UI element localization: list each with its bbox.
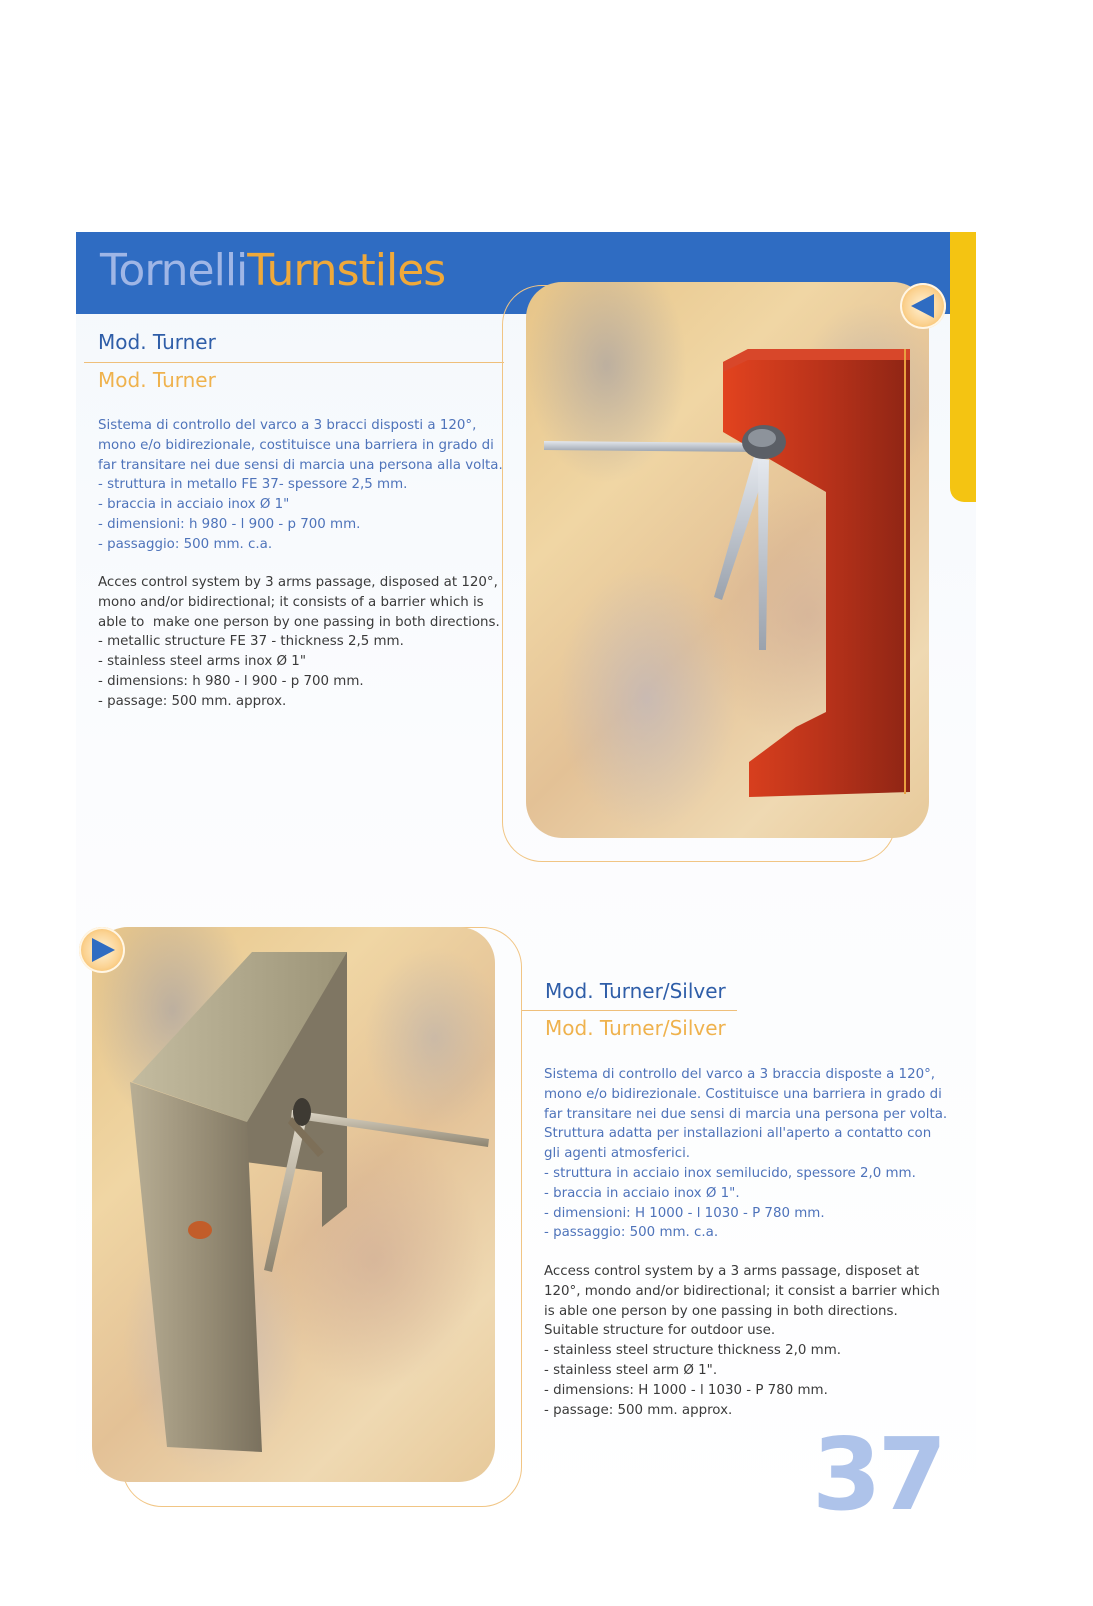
nav-next-button[interactable] xyxy=(79,927,125,973)
spec-line: - struttura in metallo FE 37- spessore 2,5 mm. xyxy=(98,477,408,493)
heading-divider xyxy=(84,362,504,363)
spec-line: - dimensions: h 980 - l 900 - p 700 mm. xyxy=(98,673,364,689)
description-english xyxy=(98,573,500,712)
product-heading-italian: Mod. Turner/Silver xyxy=(545,979,726,1003)
desc-line: able to make one person by one passing in both directions. xyxy=(98,614,500,630)
spec-line: - stainless steel arm Ø 1". xyxy=(544,1362,718,1378)
desc-line: far transitare nei due sensi di marcia una persona per volta. xyxy=(544,1106,948,1122)
heading-divider xyxy=(522,1010,737,1011)
spec-line: - passaggio: 500 mm. c.a. xyxy=(98,536,273,552)
desc-line: mono e/o bidirezionale. Costituisce una barriera in grado di xyxy=(544,1086,942,1102)
arrow-left-icon xyxy=(900,283,946,329)
spec-line: - struttura in acciaio inox semilucido, spessore 2,0 mm. xyxy=(544,1165,916,1181)
desc-line: mono and/or bidirectional; it consists of a barrier which is xyxy=(98,594,484,610)
product-photo-turner xyxy=(526,282,929,838)
product-heading-english: Mod. Turner/Silver xyxy=(545,1016,726,1040)
desc-line: Acces control system by 3 arms passage, disposed at 120°, xyxy=(98,575,498,590)
spec-line: - dimensioni: h 980 - l 900 - p 700 mm. xyxy=(98,516,361,532)
page-number: 37 xyxy=(812,1416,944,1533)
spec-line: - stainless steel structure thickness 2,0 mm. xyxy=(544,1343,842,1359)
spec-line: - passage: 500 mm. approx. xyxy=(544,1402,733,1418)
desc-line: mono e/o bidirezionale, costituisce una barriera in grado di xyxy=(98,437,494,453)
desc-line: far transitare nei due sensi di marcia una persona alla volta. xyxy=(98,457,503,473)
description-english xyxy=(544,1262,940,1420)
page-title xyxy=(100,240,445,302)
red-turnstile-illustration xyxy=(526,282,929,838)
side-tab xyxy=(950,232,976,502)
spec-line: - braccia in acciaio inox Ø 1" xyxy=(98,497,290,513)
desc-line: Sistema di controllo del varco a 3 bracci disposti a 120°, xyxy=(98,418,477,433)
title-english: Turnstiles xyxy=(247,245,446,296)
spec-line: - passage: 500 mm. approx. xyxy=(98,693,287,709)
title-italian: Tornelli xyxy=(100,245,248,296)
description-italian xyxy=(544,1065,947,1243)
desc-line: is able one person by one passing in both directions. xyxy=(544,1303,898,1319)
desc-line: Struttura adatta per installazioni all'aperto a contatto con xyxy=(544,1126,932,1142)
desc-line: 120°, mondo and/or bidirectional; it consist a barrier which xyxy=(544,1283,940,1299)
spec-line: - dimensioni: H 1000 - l 1030 - P 780 mm. xyxy=(544,1205,825,1221)
spec-line: - passaggio: 500 mm. c.a. xyxy=(544,1225,719,1241)
spec-line: - metallic structure FE 37 - thickness 2,5 mm. xyxy=(98,634,404,650)
desc-line: Suitable structure for outdoor use. xyxy=(544,1323,776,1339)
spec-line: - dimensions: H 1000 - l 1030 - P 780 mm. xyxy=(544,1382,828,1398)
product-heading-english: Mod. Turner xyxy=(98,368,216,392)
spec-line: - stainless steel arms inox Ø 1" xyxy=(98,654,306,670)
arrow-right-icon xyxy=(79,927,125,973)
nav-previous-button[interactable] xyxy=(900,283,946,329)
product-heading-italian: Mod. Turner xyxy=(98,330,216,354)
silver-turnstile-illustration xyxy=(92,927,495,1482)
description-italian xyxy=(98,416,503,555)
product-photo-turner-silver xyxy=(92,927,495,1482)
desc-line: gli agenti atmosferici. xyxy=(544,1146,691,1162)
spec-line: - braccia in acciaio inox Ø 1". xyxy=(544,1185,740,1201)
desc-line: Access control system by a 3 arms passage, disposet at xyxy=(544,1264,920,1279)
desc-line: Sistema di controllo del varco a 3 braccia disposte a 120°, xyxy=(544,1067,936,1082)
